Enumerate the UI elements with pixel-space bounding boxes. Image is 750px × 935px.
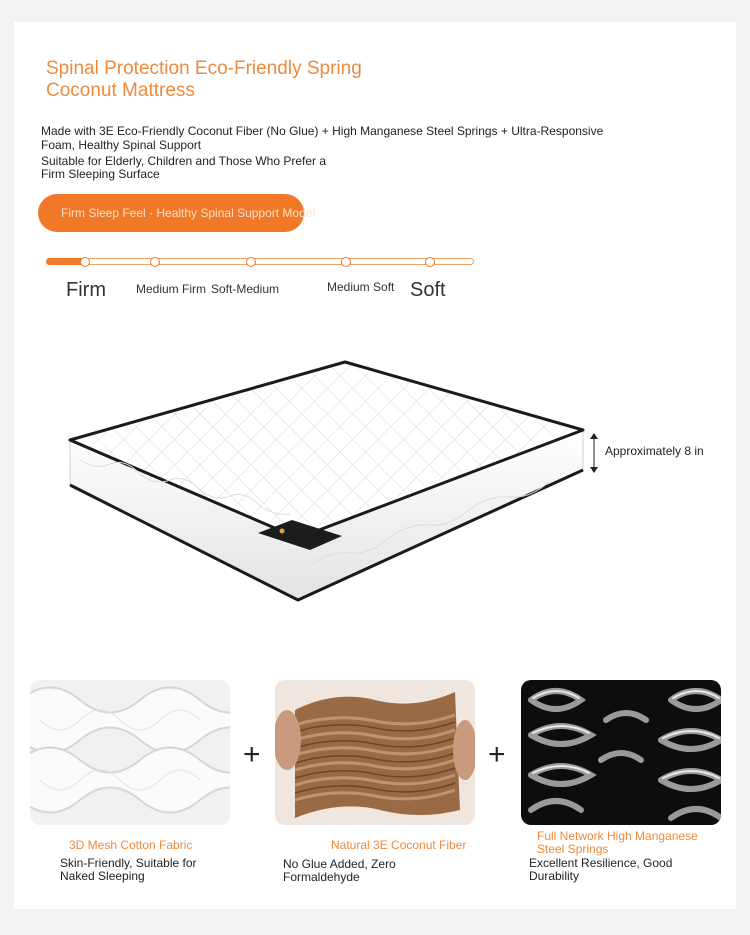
model-badge-label: Firm Sleep Feel · Healthy Spinal Support Model: [61, 206, 316, 220]
model-badge: [38, 194, 316, 232]
plus-sign-1: +: [243, 738, 261, 771]
firmness-dot-medium-firm: [150, 257, 160, 267]
description-line-4: Firm Sleeping Surface: [41, 167, 160, 181]
firmness-dot-firm: [80, 257, 90, 267]
description-line-1: Made with 3E Eco-Friendly Coconut Fiber (No Glue) + High Manganese Steel Springs + Ultra-Responsive: [41, 124, 604, 138]
height-arrow-icon: [588, 432, 600, 474]
firmness-dot-soft: [425, 257, 435, 267]
height-label: Approximately 8 in: [605, 444, 704, 458]
feature-3-desc: Excellent Resilience, Good Durability: [529, 856, 673, 883]
feature-2-title: Natural 3E Coconut Fiber: [331, 838, 467, 852]
mattress-image: [60, 350, 590, 610]
feature-1-title: 3D Mesh Cotton Fabric: [69, 838, 193, 852]
page-title: Spinal Protection Eco-Friendly Spring Coconut Mattress: [46, 58, 362, 101]
description-line-2: Foam, Healthy Spinal Support: [41, 138, 202, 152]
steel-springs-image: [521, 680, 721, 825]
firmness-dot-soft-medium: [246, 257, 256, 267]
firmness-label-soft-medium: Soft-Medium: [211, 282, 280, 296]
firmness-dot-medium-soft: [341, 257, 351, 267]
coconut-fiber-image: [275, 680, 475, 825]
quilted-fabric-image: [30, 680, 230, 825]
firmness-label-medium-firm: Medium Firm: [136, 282, 207, 296]
feature-3-title: Full Network High Manganese Steel Springs: [537, 829, 698, 856]
plus-sign-2: +: [488, 738, 506, 771]
firmness-label-medium-soft: Medium Soft: [327, 280, 395, 294]
firmness-label-firm: Firm: [66, 279, 106, 301]
firmness-scale-track: [46, 258, 474, 265]
feature-1-desc: Skin-Friendly, Suitable for Naked Sleeping: [60, 856, 197, 883]
firmness-label-soft: Soft: [410, 279, 446, 301]
description-line-3: Suitable for Elderly, Children and Those Who Prefer a: [41, 154, 327, 168]
feature-2-desc: No Glue Added, Zero Formaldehyde: [283, 857, 396, 884]
